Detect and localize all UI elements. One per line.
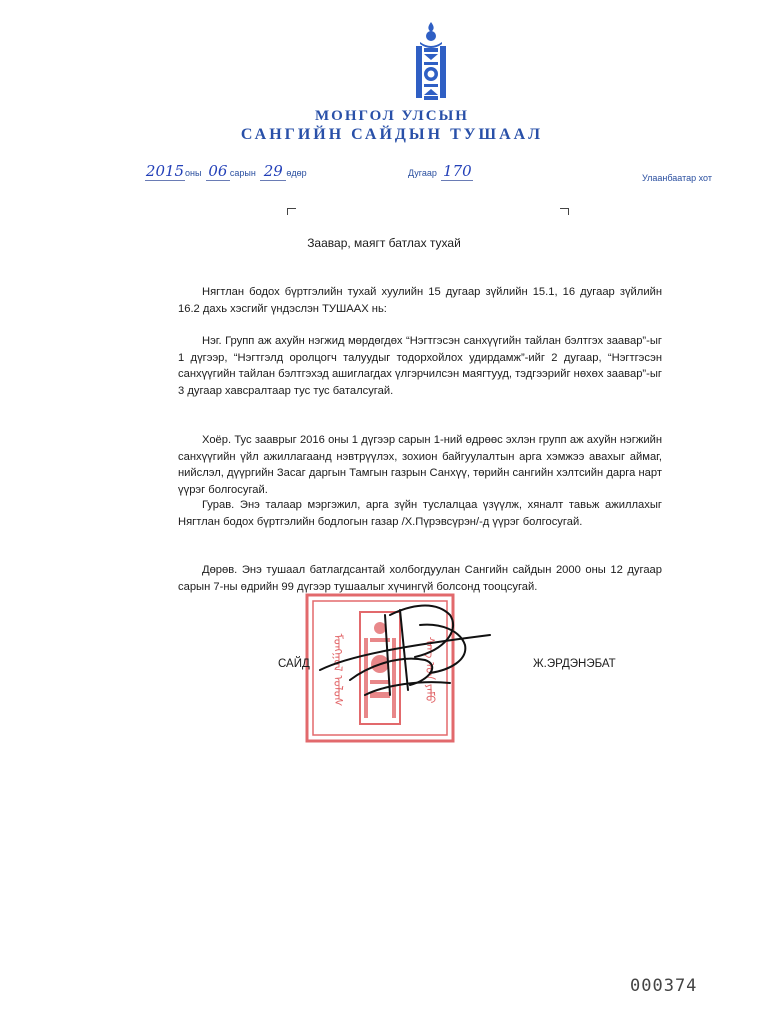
order-number-label: Дугаар xyxy=(408,168,437,178)
date-day-suffix: өдөр xyxy=(286,168,307,178)
subject-bracket-left xyxy=(287,208,296,215)
signatory-name: Ж.ЭРДЭНЭБАТ xyxy=(533,658,616,670)
body-paragraph-intro: Нягтлан бодох бүртгэлийн тухай хуулийн 15 дугаар зүйлийн 15.1, 16 дугаар зүйлийн 16.2 дахь хэсгийг үндэслэн ТУШААХ нь: xyxy=(178,286,662,315)
page-number: 000374 xyxy=(630,976,698,996)
date-month-suffix: сарын xyxy=(229,168,256,178)
body-paragraph-2: Хоёр. Тус зааврыг 2016 оны 1 дүгээр сарын 1-ний өдрөөс эхлэн групп аж ахуйн нэгжийн санхүүгийн үйл ажиллагаанд нэвтрүүлэх, зохион байгуулалтын арга хэмжээ авахыг аймаг, нийслэл, дүүргийн Засаг даргын Тамгын газрын Санхүү, төрийн сангийн хэлтсийн дарга нарт үүрэг болгосугай. xyxy=(178,434,662,496)
subject-bracket-right xyxy=(560,208,569,215)
date-line xyxy=(145,162,325,181)
city-label: Улаанбаатар хот xyxy=(642,173,712,183)
signatory-title: САЙД xyxy=(278,658,310,670)
stamp-text-right: ᠰᠠᠩ ᠤᠨ ᠶᠠᠮᠤ xyxy=(423,636,437,704)
document-subject: Заавар, маягт батлах тухай xyxy=(307,236,461,250)
date-day: 29 xyxy=(260,162,286,181)
body-paragraph-1: Нэг. Групп аж ахуйн нэгжид мөрдөгдөх “Нэгтгэсэн санхүүгийн тайлан бэлтгэх заавар”-ыг 1 дүгээр, “Нэгтгэлд оролцогч талуудыг тодорхойлох удирдамж”-ийг 2 дугаар, “Нэгтгэсэн санхүүгийн тайлан бэлтгэхэд ашиглагдах үлгэрчилсэн маягтууд, тэдгээрийг нөхөх заавар”-ыг 3 дугаар хавсралтаар тус тус баталсугай. xyxy=(178,335,662,397)
body-paragraph-4: Дөрөв. Энэ тушаал батлагдсантай холбогдуулан Сангийн сайдын 2000 оны 12 дугаар сарын 7-ны өдрийн 99 дүгээр тушаалыг хүчингүй болсонд тооцсугай. xyxy=(178,564,662,593)
date-year-suffix: оны xyxy=(185,168,202,178)
date-month: 06 xyxy=(206,162,230,181)
soyombo-emblem-icon xyxy=(410,22,452,102)
document-title-line1: МОНГОЛ УЛСЫН xyxy=(315,108,469,124)
stamp-text-left: ᠮᠣᠩᠭᠣᠯ ᠤᠯᠤᠰ xyxy=(331,633,345,707)
date-year: 2015 xyxy=(145,162,185,180)
order-number-value: 170 xyxy=(443,162,472,180)
body-paragraph-3: Гурав. Энэ талаар мэргэжил, арга зүйн туслалцаа үзүүлж, хяналт тавьж ажиллахыг Нягтлан бодох бүртгэлийн бодлогын газар /Х.Пүрэвсүрэн/-д үүрэг болгосугай. xyxy=(178,499,662,528)
document-title-line2: САНГИЙН САЙДЫН ТУШААЛ xyxy=(240,126,544,143)
order-number xyxy=(408,162,473,181)
handwritten-signature xyxy=(290,585,510,715)
